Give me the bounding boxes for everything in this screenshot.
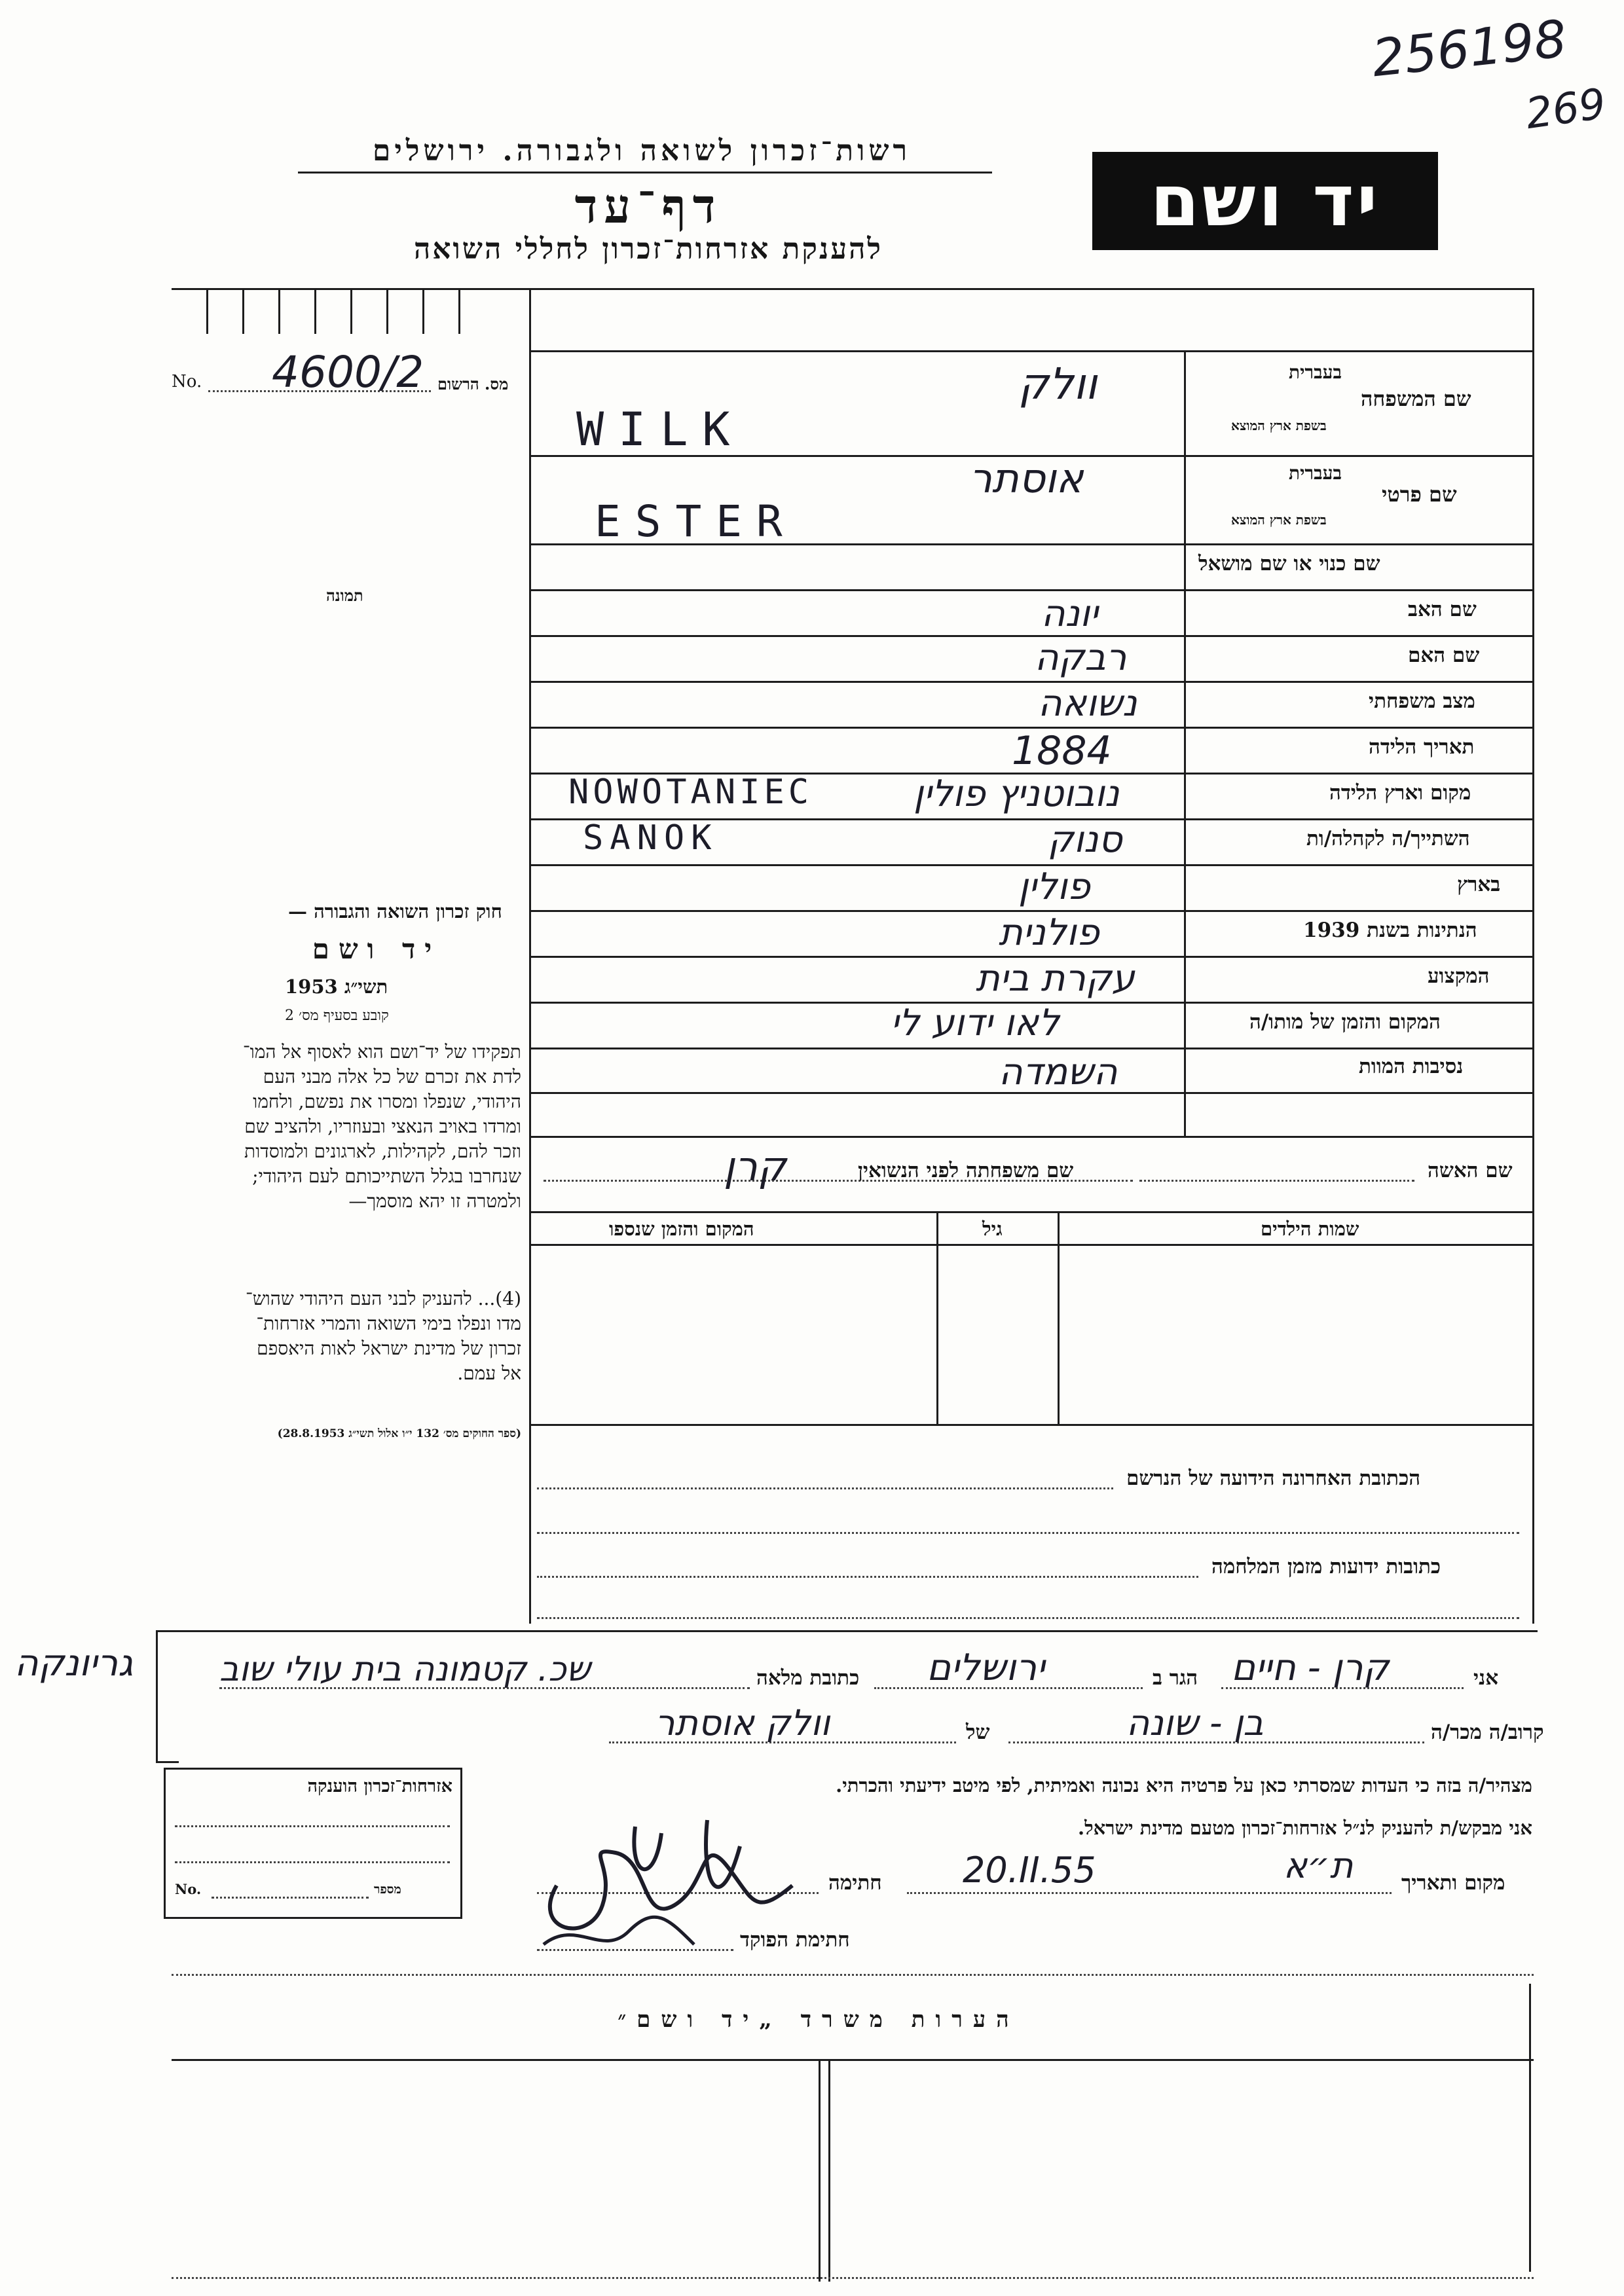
declaration-top-line [156,1630,1538,1632]
tick [314,288,316,334]
children-header-place: המקום והזמן שנספו [609,1218,754,1240]
relation-value: בן - שונה [1126,1702,1264,1743]
last-address-line-2 [537,1532,1519,1534]
form-title: דף־עד [574,178,722,234]
law-title: חוק זכרון השואה והגבורה — [288,900,502,922]
family-name-hebrew-label: בעברית [1289,361,1342,383]
children-table-bottom [529,1424,1534,1426]
community-latin: SANOK [583,818,718,858]
birth-date-label: תאריך הלידה [1369,735,1475,759]
declaration-ani: אני [1473,1666,1499,1690]
declaration-left-line [156,1630,158,1761]
father-label: שם האב [1408,598,1477,621]
law-line: לדת את זכרם של כל אלה מבני העם [263,1066,521,1087]
tick [206,288,208,334]
declaration-request: אני מבקש/ת להעניק לנ״ל אזרחות־זכרון מטעם מדינת ישראל. [1078,1817,1532,1839]
children-col-divider [936,1211,938,1424]
full-address-label: כתובת מלאה [756,1666,860,1690]
wife-label: שם האשה [1428,1159,1513,1182]
law-clause: קובע בסעיף מס׳ 2 [285,1008,389,1024]
family-name-local-label: בשפת ארץ המוצא [1231,418,1327,433]
law-year: תשי״ג 1953 [285,975,388,998]
official-signature-label: חתימת הפוקד [740,1928,850,1952]
date-value: 20.II.55 [963,1850,1096,1891]
row-line [529,681,1534,683]
law-line: (4)... להעניק לבני העם היהודי שהוש־ [246,1288,521,1309]
place-date-label: מקום ותאריך [1401,1871,1505,1895]
children-table-top [529,1211,1534,1213]
place-value: ת״א [1283,1845,1354,1886]
row-line [529,635,1534,637]
office-notes-right-line [1529,1984,1531,2272]
address-value: שכ. קטמונה בית עולי שוב [219,1650,591,1689]
photo-label: תמונה [326,586,363,605]
registration-no-label: No. [172,372,202,392]
death-place-label: המקום והזמן של מותו/ה [1249,1010,1441,1034]
occupation-value: עקרת בית [976,957,1135,1000]
first-name-local-label: בשפת ארץ המוצא [1231,512,1327,528]
citizenship-box-no-label: No. [175,1881,202,1897]
first-name-hebrew-label: בעברית [1289,462,1342,484]
children-table-header-line [529,1244,1534,1246]
tick [458,288,460,334]
law-line: שנחרבו בגלל השתייכותם לעם היהודי; [252,1165,521,1187]
law-line: אל עמם. [457,1362,521,1384]
occupation-label: המקצוע [1428,964,1490,988]
children-col-divider [1058,1211,1060,1424]
marital-value: נשואה [1038,682,1137,725]
office-notes-title: הערות משרד „יד ושם״ [618,2007,1020,2033]
birth-date-value: 1884 [1012,728,1112,774]
row-line [529,350,1534,352]
official-signature-line [537,1949,733,1951]
family-name-hebrew: וולק [1018,359,1098,409]
law-line: היהודי, שנפלו ומסרו את נפשם, ולחמו [253,1091,521,1112]
lives-in-label: הגר ב [1153,1666,1198,1690]
office-notes-line [172,2059,1534,2061]
country-value: פולין [1018,866,1090,908]
citizenship-label: הנתינות בשנת 1939 [1303,919,1477,942]
registration-label: מס. הרשום [437,374,509,393]
tick [422,288,424,334]
wartime-address-label: כתובות ידועות מזמן המלחמה [1211,1555,1441,1578]
children-header-names: שמות הילדים [1261,1218,1359,1240]
family-name-latin: WILK [576,403,745,456]
death-place-value: לאו ידוע לי [891,1002,1060,1044]
tick [242,288,244,334]
country-label: בארץ [1457,873,1501,896]
wartime-address-line-2 [537,1617,1519,1619]
death-circumstances-value: השמדה [999,1051,1118,1093]
citizenship-value: פולנית [999,911,1099,954]
maiden-line [1139,1180,1414,1182]
death-circumstances-label: נסיבות המוות [1359,1055,1464,1078]
wartime-address-line [537,1576,1198,1578]
authority-underline [298,172,992,173]
law-line: וזכר להם, לקהילות, לארגונים ולמוסדות [244,1140,521,1162]
birth-place-latin: NOWOTANIEC [568,773,813,812]
relation-label: קרוב/ה מכר/ה [1431,1721,1544,1744]
citizenship-box-line [175,1861,450,1863]
marital-label: מצב משפחתי [1369,689,1475,713]
citizenship-box-title: אזרחות־זכרון הוענקה [307,1776,452,1796]
logo-text: יד ושם [1150,160,1380,242]
witness-name: קרן - חיים [1231,1647,1390,1689]
citizenship-box-line [175,1825,450,1827]
law-name: יד ושם [312,933,441,965]
birth-place-hebrew: נובוטניץ פולין [913,773,1120,815]
form-subtitle: להענקת אזרחות־זכרון לחללי השואה [413,232,883,266]
last-address-label: הכתובת האחרונה הידועה של הנרשם [1126,1467,1421,1490]
signature-label: חתימה [828,1871,882,1895]
family-name-label: שם המשפחה [1361,386,1471,411]
law-line: מדו ונפלו בימי השואה והמרי אזרחות־ [256,1313,521,1334]
of-value: וולק אוסתר [655,1702,830,1743]
of-label: של [966,1721,990,1744]
maiden-name-value: קרן [724,1142,786,1190]
father-value: יונה [1041,592,1098,635]
first-name-hebrew: אוסתר [969,454,1084,502]
tick [350,288,352,334]
row-line [529,1048,1534,1049]
tick [386,288,388,334]
tick [278,288,280,334]
margin-note: גריונקה [14,1642,134,1685]
citizenship-granted-box [164,1768,462,1919]
law-line: זכרון של מדינת ישראל לאות היאספם [257,1338,521,1359]
row-line [529,589,1534,591]
office-notes-divider [819,2059,821,2282]
citizenship-box-no-label-he: מספר [374,1882,401,1897]
community-hebrew: סנוק [1048,818,1122,861]
nickname-label: שם כנוי או שם מושאל [1198,552,1380,575]
place-date-line [907,1892,1392,1894]
law-paragraph-2 [175,1286,521,1386]
citizenship-box-no-line [212,1897,369,1899]
registration-number: 4600/2 [272,347,424,397]
community-label: השתייך/ה לקהלה/ות [1306,827,1470,850]
birth-place-label: מקום וארץ הלידה [1329,781,1471,805]
mother-label: שם האם [1408,644,1480,667]
declaration-statement: מצהיר/ה בזה כי העדות שמסרתי כאן על פרטיה היא נכונה ואמיתית, לפי מיטב ידיעתי והכרתי. [836,1774,1532,1796]
office-notes-divider [828,2059,830,2282]
office-notes-bottom-line [172,2277,1534,2279]
yad-vashem-logo [1092,152,1438,250]
law-citation: (ספר החוקים מס׳ 132 י״ו אלול תשי״ג 28.8.1953) [277,1427,521,1440]
last-address-line [537,1487,1113,1489]
law-line: ומרדו באויב הנאצי ובעוזריו, ולהציב שם [244,1116,521,1137]
office-notes-top-line [172,1974,1534,1976]
authority-name: רשות־זכרון לשואה ולגבורה. ירושלים [372,134,912,168]
mother-value: רבקה [1035,636,1127,679]
city-value: ירושלים [927,1647,1045,1689]
archive-number: 256198 [1369,9,1570,89]
first-name-latin: ESTER [595,496,797,547]
frame-top [172,288,1534,290]
label-column-divider [1184,350,1186,1136]
declaration-corner [156,1761,179,1763]
archive-number-secondary: 269 [1522,79,1609,139]
maiden-name-label: שם משפחתה לפני הנשואין [858,1159,1074,1182]
first-name-label: שם פרטי [1382,482,1457,507]
row-line [529,1136,1534,1138]
law-line: תפקידו של יד־ושם הוא לאסוף אל המו־ [242,1041,521,1063]
children-header-age: גיל [982,1218,1003,1240]
law-paragraph-1 [175,1040,521,1214]
law-line: ולמטרה זו יהא מוסמך— [348,1190,521,1212]
